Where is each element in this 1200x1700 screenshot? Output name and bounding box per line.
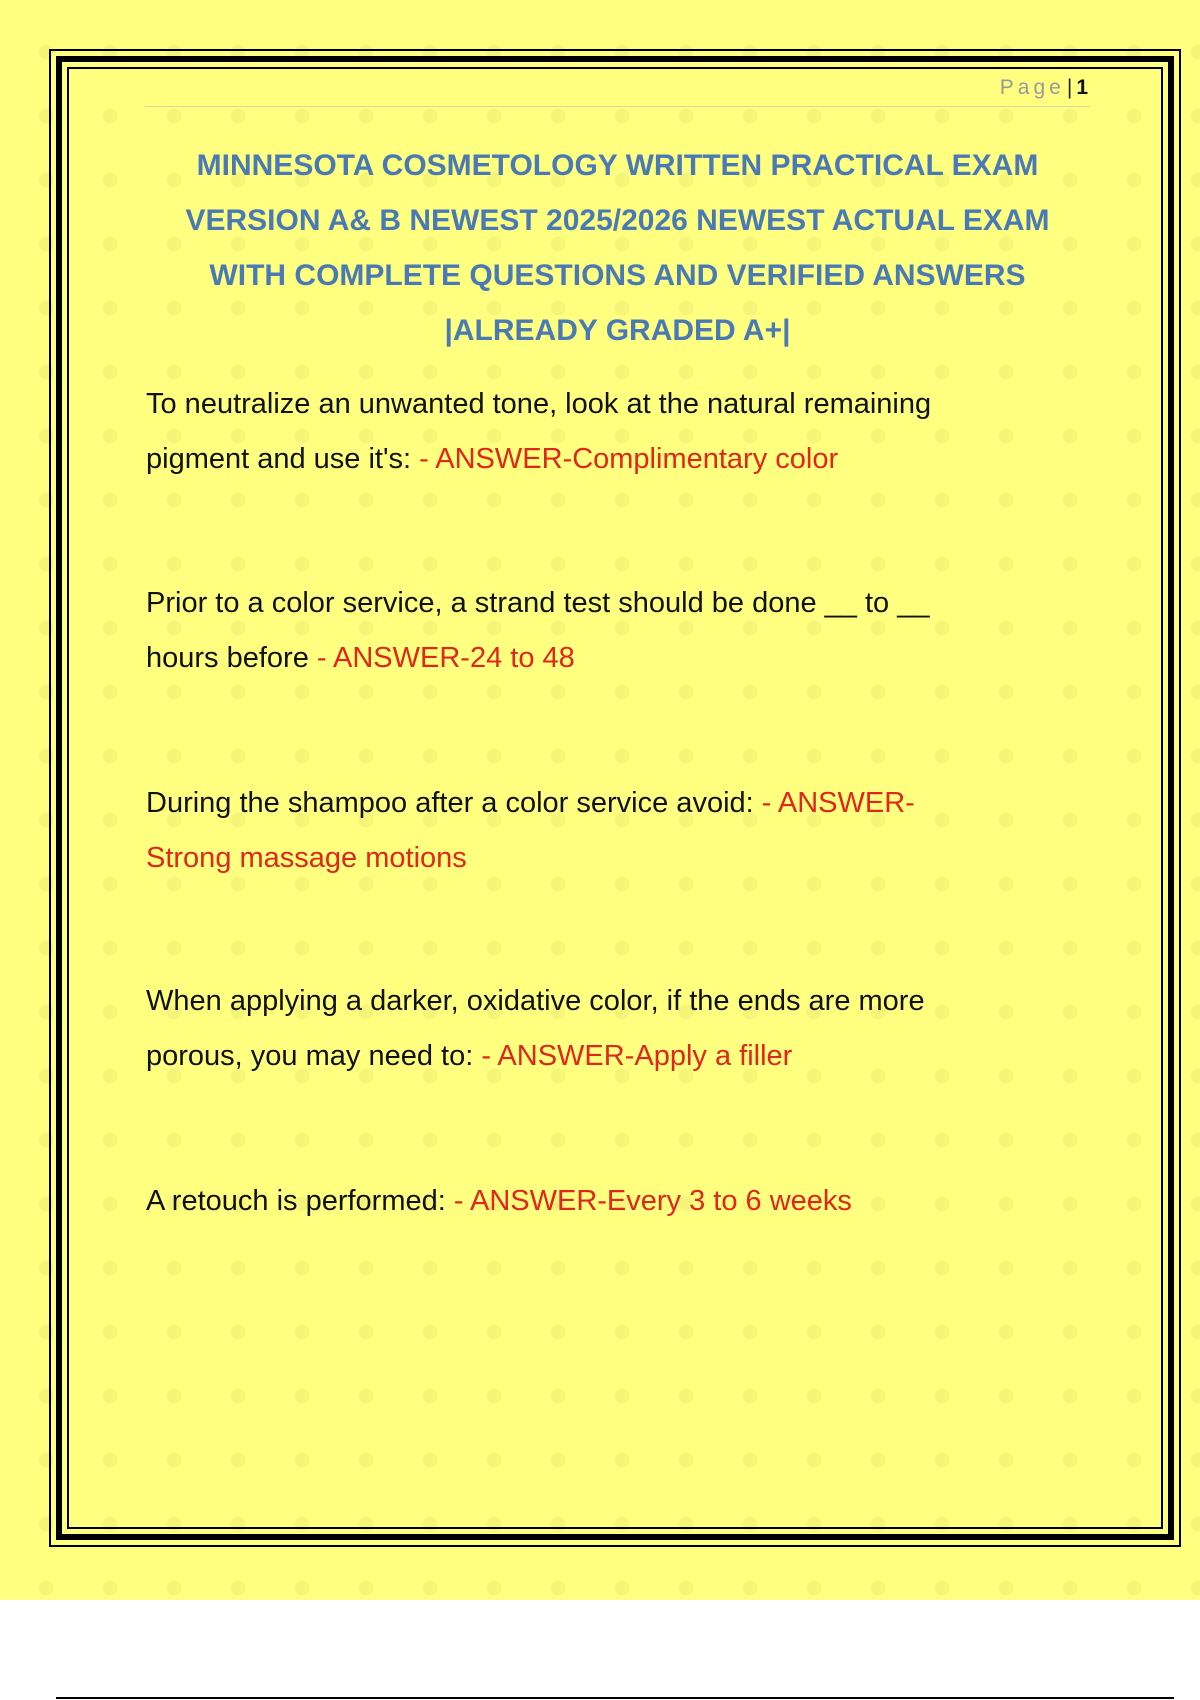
answer-text: - ANSWER-Every 3 to 6 weeks <box>453 1185 852 1217</box>
question-text: porous, you may need to: <box>146 1040 482 1072</box>
question-item <box>146 1174 1056 1229</box>
title-line: VERSION A& B NEWEST 2025/2026 NEWEST ACTUAL EXAM <box>185 204 1050 237</box>
answer-text: Strong massage motions <box>146 842 467 874</box>
page-label: Page <box>999 76 1065 99</box>
answer-text: - ANSWER-Apply a filler <box>481 1040 793 1072</box>
question-text: hours before <box>146 642 317 674</box>
title-line: |ALREADY GRADED A+| <box>444 314 791 347</box>
question-item <box>146 974 1056 1084</box>
title-line: MINNESOTA COSMETOLOGY WRITTEN PRACTICAL EXAM <box>196 149 1039 182</box>
page-separator: | <box>1066 76 1073 99</box>
answer-text: - ANSWER- <box>761 787 915 819</box>
question-text: Prior to a color service, a strand test should be done __ to __ <box>146 587 930 619</box>
question-text: pigment and use it's: <box>146 443 420 475</box>
question-text: A retouch is performed: <box>146 1185 454 1217</box>
page-number: 1 <box>1076 76 1088 99</box>
next-page-border <box>56 1697 1174 1699</box>
question-text: During the shampoo after a color service avoid: <box>146 787 762 819</box>
page-header <box>145 74 1090 107</box>
question-text: To neutralize an unwanted tone, look at the natural remaining <box>146 388 932 420</box>
question-item <box>146 377 1056 487</box>
question-item <box>146 576 1056 686</box>
question-item <box>146 776 1056 886</box>
document-title <box>140 138 1095 358</box>
title-line: WITH COMPLETE QUESTIONS AND VERIFIED ANSWERS <box>209 259 1026 292</box>
answer-text: - ANSWER-Complimentary color <box>419 443 839 475</box>
question-text: When applying a darker, oxidative color, if the ends are more <box>146 985 925 1017</box>
answer-text: - ANSWER-24 to 48 <box>316 642 575 674</box>
